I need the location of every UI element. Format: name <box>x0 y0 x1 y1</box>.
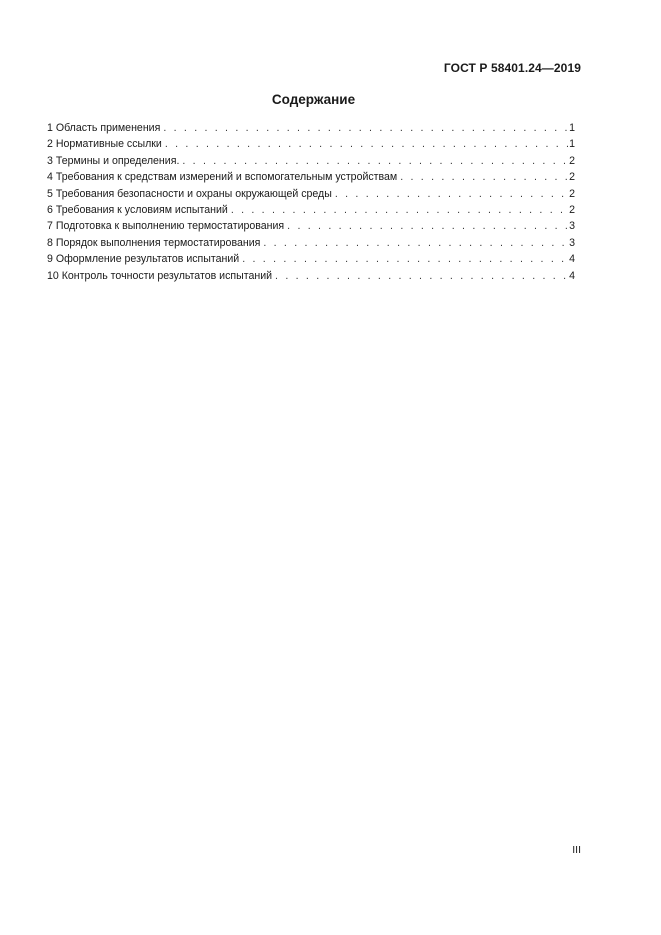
toc-dot-leader <box>165 136 568 152</box>
toc-dot-leader <box>242 251 568 267</box>
toc-dot-leader <box>335 186 568 202</box>
toc-entry-page: 1 <box>569 122 575 134</box>
toc-entry[interactable] <box>47 235 575 251</box>
toc-entry-page: 2 <box>569 171 575 184</box>
toc-entry-text: 8 Порядок выполнения термостатирования <box>47 236 261 249</box>
toc-entry[interactable] <box>47 202 575 218</box>
toc-entry-text: 7 Подготовка к выполнению термостатирования <box>47 220 285 233</box>
toc-entry-text: 4 Требования к средствам измерений и вспомогательным устройствам <box>47 171 398 184</box>
toc-dot-leader <box>182 153 568 169</box>
toc-dot-leader <box>287 218 568 234</box>
toc-entry[interactable] <box>47 120 575 136</box>
toc-entry-page: 4 <box>569 253 575 266</box>
toc-entry[interactable] <box>47 218 575 234</box>
toc-entry[interactable] <box>47 268 575 284</box>
toc-entry-page: 3 <box>569 220 575 233</box>
document-code: ГОСТ Р 58401.24—2019 <box>443 61 581 75</box>
toc-entry-page: 2 <box>569 187 575 200</box>
toc-dot-leader <box>263 235 568 251</box>
table-of-contents <box>47 120 575 284</box>
toc-entry-page: 1 <box>569 138 575 151</box>
toc-entry-page: 2 <box>569 203 575 216</box>
page-number: III <box>572 844 581 856</box>
toc-entry[interactable] <box>47 153 575 169</box>
toc-entry-text: 2 Нормативные ссылки <box>47 138 162 151</box>
toc-entry-page: 3 <box>569 236 575 249</box>
toc-dot-leader <box>231 202 568 218</box>
toc-dot-leader <box>275 268 568 284</box>
toc-dot-leader <box>400 169 568 185</box>
toc-entry-text: 9 Оформление результатов испытаний <box>47 253 240 266</box>
toc-entry-text: 5 Требования безопасности и охраны окружающей среды <box>47 187 332 200</box>
toc-dot-leader <box>163 120 568 136</box>
toc-entry-text: 6 Требования к условиям испытаний <box>47 203 228 216</box>
toc-entry[interactable] <box>47 251 575 267</box>
toc-entry-text: 3 Термины и определения. <box>47 154 180 167</box>
toc-entry[interactable] <box>47 169 575 185</box>
toc-entry-text: 1 Область применения <box>47 122 161 134</box>
toc-title: Содержание <box>271 92 356 107</box>
toc-entry-page: 2 <box>569 154 575 167</box>
toc-entry[interactable] <box>47 186 575 202</box>
toc-entry-page: 4 <box>569 269 575 282</box>
toc-entry-text: 10 Контроль точности результатов испытаний <box>47 269 273 282</box>
toc-entry[interactable] <box>47 136 575 152</box>
